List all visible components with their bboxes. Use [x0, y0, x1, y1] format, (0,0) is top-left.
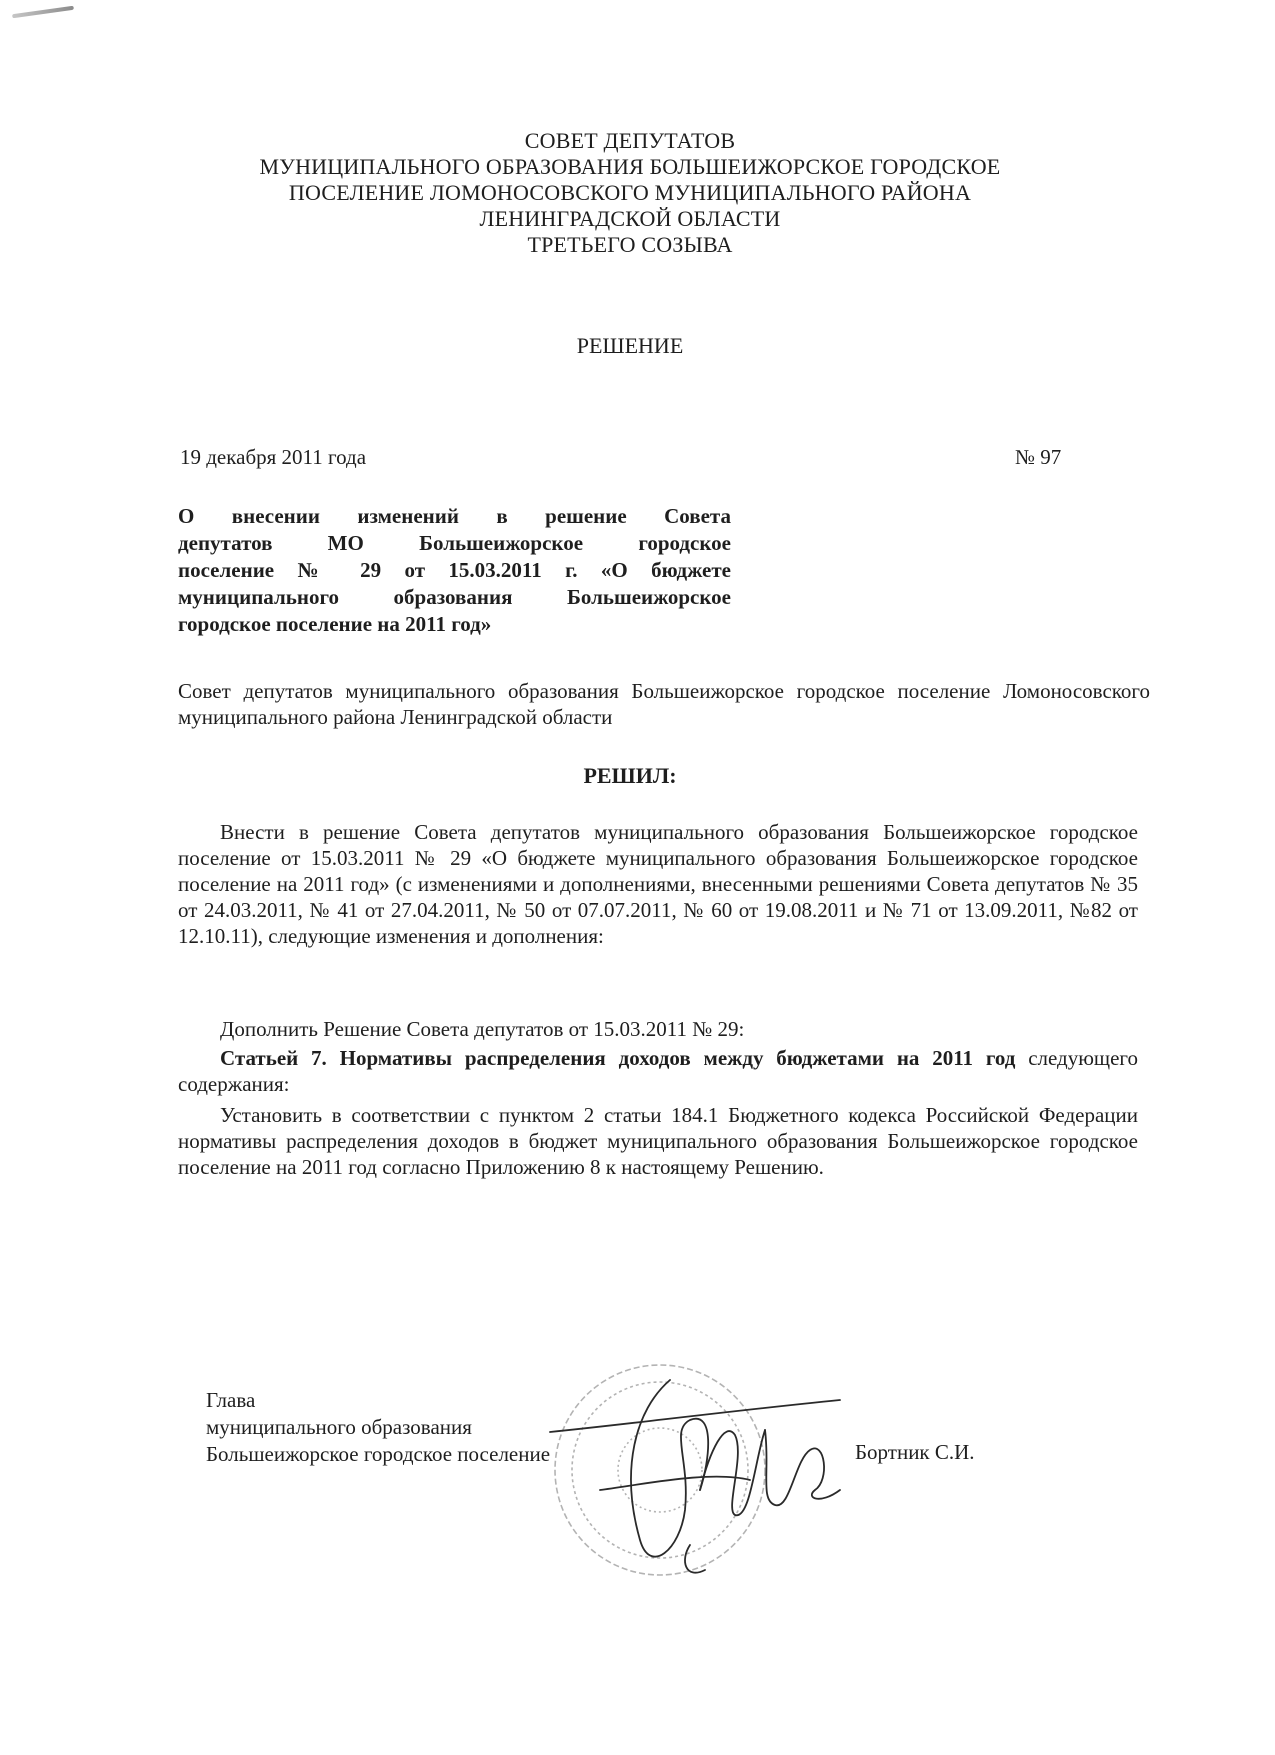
paragraph-amendments: Внести в решение Совета депутатов муниципального образования Большеижорское городское поселение от 15.03.2011 № 29 «О бюджете муниципального образования Большеижорское городское поселение на 2011 год» (с изменениями и дополнениями, внесенными решениями Совета депутатов № 35 от 24.03.2011, № 41 от 27.04.2011, № 50 от 07.07.2011, № 60 от 19.08.2011 и № 71 от 13.09.2011, №82 от 12.10.11), следующие изменения и дополнения:: [178, 820, 1138, 948]
document-date: 19 декабря 2011 года: [180, 445, 367, 469]
resolved-heading: РЕШИЛ:: [583, 763, 677, 788]
stamp-circle: [555, 1365, 765, 1575]
preamble: Совет депутатов муниципального образования Большеижорское городское поселение Ломоносовского муниципального района Ленинградской области: [178, 679, 1150, 729]
header-line: ЛЕНИНГРАДСКОЙ ОБЛАСТИ: [479, 206, 781, 231]
signature-scribble: [550, 1380, 840, 1573]
subject-line: городское поселение на 2011 год»: [178, 612, 492, 636]
council-header: [180, 128, 1080, 258]
article-continuation: следующего содержания:: [178, 1046, 1138, 1096]
signature-block: [206, 1387, 550, 1468]
signatory-title-line: Большеижорское городское поселение: [206, 1442, 551, 1466]
paragraph-supplement: Дополнить Решение Совета депутатов от 15.03.2011 № 29:: [220, 1017, 745, 1041]
signatory-title-line: Глава: [206, 1388, 256, 1412]
header-line: СОВЕТ ДЕПУТАТОВ: [524, 128, 736, 153]
seal-stamp: [540, 1340, 860, 1600]
document-subject: [178, 503, 731, 638]
subject-line: депутатов МО Большеижорское городское: [178, 531, 731, 555]
signatory-name: Бортник С.И.: [855, 1440, 975, 1464]
document-type: РЕШЕНИЕ: [576, 333, 684, 358]
header-line: МУНИЦИПАЛЬНОГО ОБРАЗОВАНИЯ БОЛЬШЕИЖОРСКОЕ ГОРОДСКОЕ: [259, 154, 1001, 179]
subject-line: О внесении изменений в решение Совета: [178, 504, 731, 528]
document-number: № 97: [1015, 445, 1062, 469]
header-line: ПОСЕЛЕНИЕ ЛОМОНОСОВСКОГО МУНИЦИПАЛЬНОГО РАЙОНА: [288, 180, 972, 205]
subject-line: поселение № 29 от 15.03.2011 г. «О бюджете: [178, 558, 731, 582]
article-title: Статьей 7. Нормативы распределения доходов между бюджетами на 2011 год: [220, 1046, 1016, 1070]
paragraph-article: [178, 1045, 1138, 1097]
paragraph-establish: Установить в соответствии с пунктом 2 статьи 184.1 Бюджетного кодекса Российской Федерации нормативы распределения доходов в бюджет муниципального образования Большеижорское городское поселение на 2011 год согласно Приложению 8 к настоящему Решению.: [178, 1103, 1138, 1179]
header-line: ТРЕТЬЕГО СОЗЫВА: [527, 232, 733, 257]
scan-mark: [12, 6, 74, 19]
subject-line: муниципального образования Большеижорское: [178, 585, 731, 609]
signatory-title-line: муниципального образования: [206, 1415, 472, 1439]
